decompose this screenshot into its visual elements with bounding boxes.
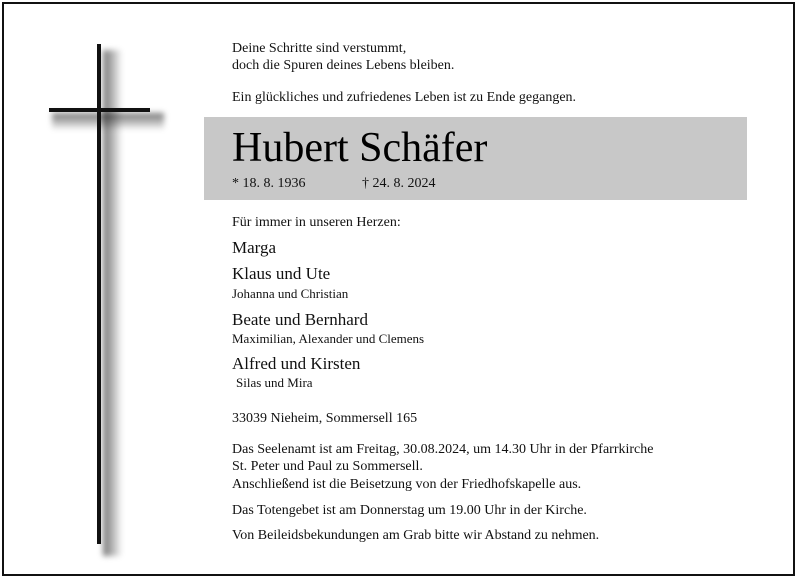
- mourner-sub: Silas und Mira: [236, 375, 313, 390]
- funeral-line: Anschließend ist die Beisetzung von der Friedhofskapelle aus.: [232, 477, 582, 492]
- poem-line-1: Deine Schritte sind verstummt,: [232, 41, 407, 56]
- mourners-intro: Für immer in unseren Herzen:: [232, 215, 401, 230]
- mourner-main: Beate und Bernhard: [232, 310, 368, 329]
- deceased-name: Hubert Schäfer: [232, 125, 488, 171]
- condolence-note: Von Beileidsbekundungen am Grab bitte wir Abstand zu nehmen.: [232, 528, 600, 543]
- cross-vertical-bar: [97, 44, 101, 544]
- funeral-line: Das Seelenamt ist am Freitag, 30.08.2024, um 14.30 Uhr in der Pfarrkirche: [232, 442, 654, 457]
- death-date: † 24. 8. 2024: [362, 176, 436, 191]
- mourner-main: Alfred und Kirsten: [232, 354, 361, 373]
- poem-block: [232, 40, 454, 74]
- mourner-main: Klaus und Ute: [232, 264, 331, 283]
- cross-shadow-horizontal: [52, 113, 164, 129]
- poem-line-2: doch die Spuren deines Lebens bleiben.: [232, 58, 455, 73]
- poem-line-3: Ein glückliches und zufriedenes Leben ist zu Ende gegangen.: [232, 90, 577, 105]
- mourner-sub: Johanna und Christian: [232, 286, 349, 301]
- mourner-sub: Maximilian, Alexander und Clemens: [232, 331, 425, 346]
- cross-horizontal-bar: [49, 108, 150, 112]
- funeral-line: St. Peter und Paul zu Sommersell.: [232, 459, 423, 474]
- birth-date: * 18. 8. 1936: [232, 176, 306, 191]
- address: 33039 Nieheim, Sommersell 165: [232, 411, 418, 426]
- prayer-line: Das Totengebet ist am Donnerstag um 19.00 Uhr in der Kirche.: [232, 503, 587, 518]
- mourner-main: Marga: [232, 238, 277, 257]
